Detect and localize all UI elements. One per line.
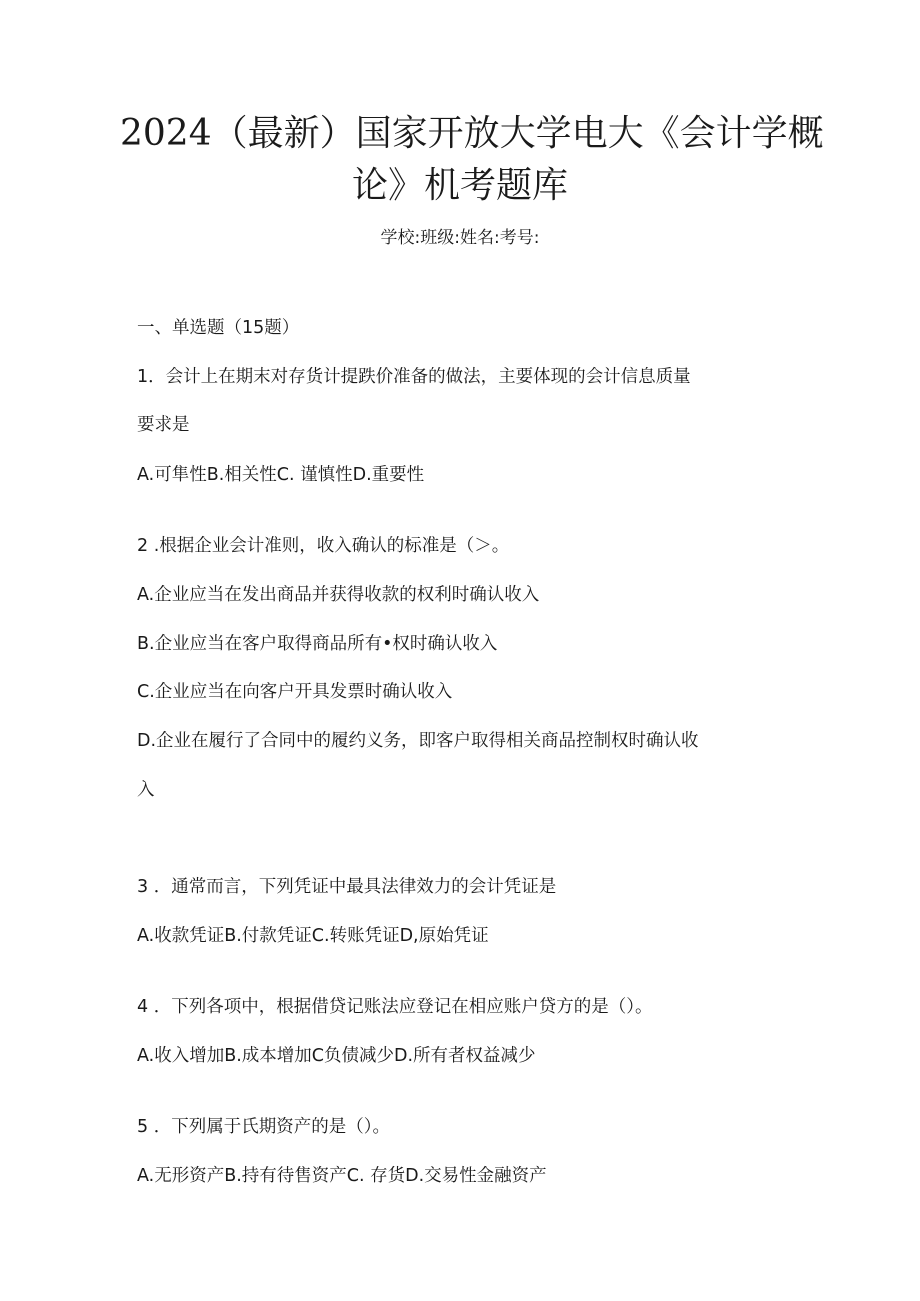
question-1-options: A.可隼性B.相关性C. 谨慎性D.重要性: [137, 465, 425, 485]
question-2-option-a: A.企业应当在发出商品并获得收款的权利时确认收入: [137, 585, 540, 605]
document-title-line-2: 论》机考题库: [351, 165, 568, 206]
question-1-stem: 1．会计上在期末对存货计提跌价准备的做法，主要体现的会计信息质量: [137, 367, 691, 387]
question-1-stem-cont: 要求是: [137, 415, 190, 435]
document-title-line-1: 2024（最新）国家开放大学电大《会计学概: [120, 113, 824, 154]
question-2-option-d-cont: 入: [137, 780, 155, 800]
question-4-stem: 4 ．下列各项中，根据借贷记账法应登记在相应账户贷方的是（）。: [137, 997, 653, 1017]
question-5-stem: 5 ．下列属于氏期资产的是（）。: [137, 1117, 390, 1137]
question-4-options: A.收入增加B.成本增加C负债减少D.所有者权益减少: [137, 1046, 536, 1066]
student-info-line: 学校:班级:姓名:考号:: [380, 228, 540, 248]
question-2-option-b: B.企业应当在客户取得商品所有•权时确认收入: [137, 634, 498, 654]
question-3-options: A.收款凭证B.付款凭证C.转账凭证D,原始凭证: [137, 926, 489, 946]
question-5-options: A.无形资产B.持有待售资产C. 存货D.交易性金融资产: [137, 1166, 547, 1186]
question-2-stem: 2 .根据企业会计准则，收入确认的标准是（＞。: [137, 536, 510, 556]
question-2-option-c: C.企业应当在向客户开具发票时确认收入: [137, 682, 453, 702]
section-heading: 一、单选题（15题）: [137, 318, 300, 338]
question-3-stem: 3 ．通常而言，下列凭证中最具法律效力的会计凭证是: [137, 877, 557, 897]
question-2-option-d: D.企业在履行了合同中的履约义务，即客户取得相关商品控制权时确认收: [137, 731, 699, 751]
